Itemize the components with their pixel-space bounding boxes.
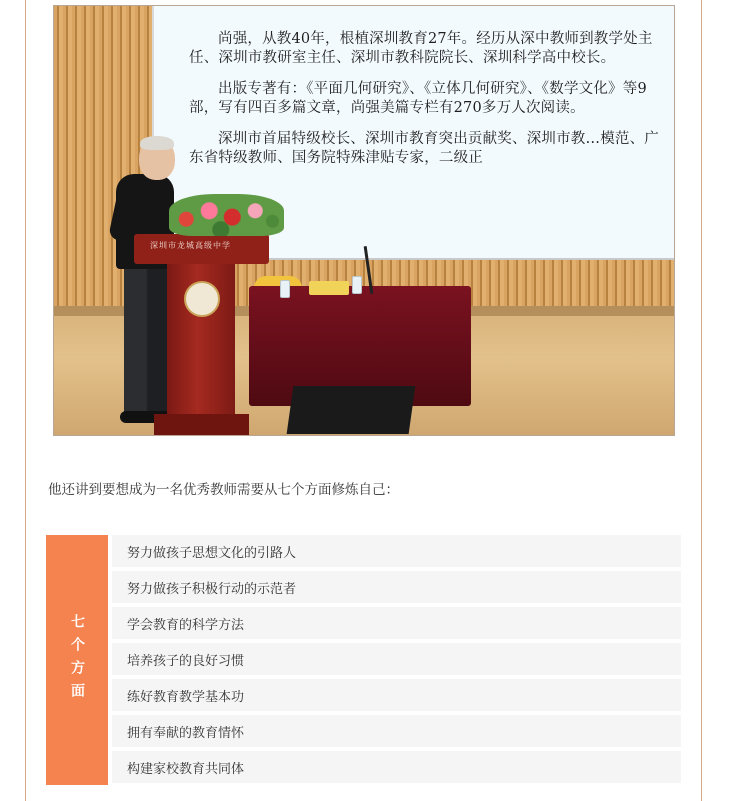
tissue-box — [309, 281, 349, 295]
seven-aspects-block — [46, 535, 681, 785]
list-item: 练好教育教学基本功 — [112, 679, 681, 711]
school-logo — [184, 281, 220, 317]
slide-paragraph-1: 尚强，从教40年，根植深圳教育27年。经历从深中教师到教学处主任、深圳市教研室主任、深圳市教科院院长、深圳科学高中校长。 — [189, 31, 653, 66]
screen-slide-text — [189, 30, 664, 180]
intro-paragraph: 他还讲到要想成为一名优秀教师需要从七个方面修炼自己： — [48, 482, 399, 498]
slide-paragraph-3: 深圳市首届特级校长、深圳市教育突出贡献奖、深圳市教…模范、广东省特级教师、国务院特殊津贴专家，二级正 — [189, 131, 659, 166]
list-item: 培养孩子的良好习惯 — [112, 643, 681, 675]
aspects-label — [46, 535, 108, 785]
aspects-label-text: 七个方面 — [69, 614, 85, 706]
list-item: 构建家校教育共同体 — [112, 751, 681, 783]
list-item: 努力做孩子积极行动的示范者 — [112, 571, 681, 603]
lecture-photo — [53, 5, 675, 436]
water-bottle — [280, 280, 290, 298]
aspects-list — [112, 535, 681, 787]
stage-monitor-speaker — [287, 386, 416, 434]
water-bottle — [352, 276, 362, 294]
list-item: 拥有奉献的教育情怀 — [112, 715, 681, 747]
slide-paragraph-2: 出版专著有：《平面几何研究》、《立体几何研究》、《数学文化》等9部，写有四百多篇文章，尚强美篇专栏有270多万人次阅读。 — [189, 81, 647, 116]
flower-arrangement — [169, 194, 284, 236]
left-border-line — [25, 0, 26, 801]
podium-school-name: 深圳市龙城高级中学 — [150, 241, 231, 250]
speaker-legs — [124, 266, 170, 416]
right-border-line — [701, 0, 702, 801]
list-item: 学会教育的科学方法 — [112, 607, 681, 639]
list-item: 努力做孩子思想文化的引路人 — [112, 535, 681, 567]
